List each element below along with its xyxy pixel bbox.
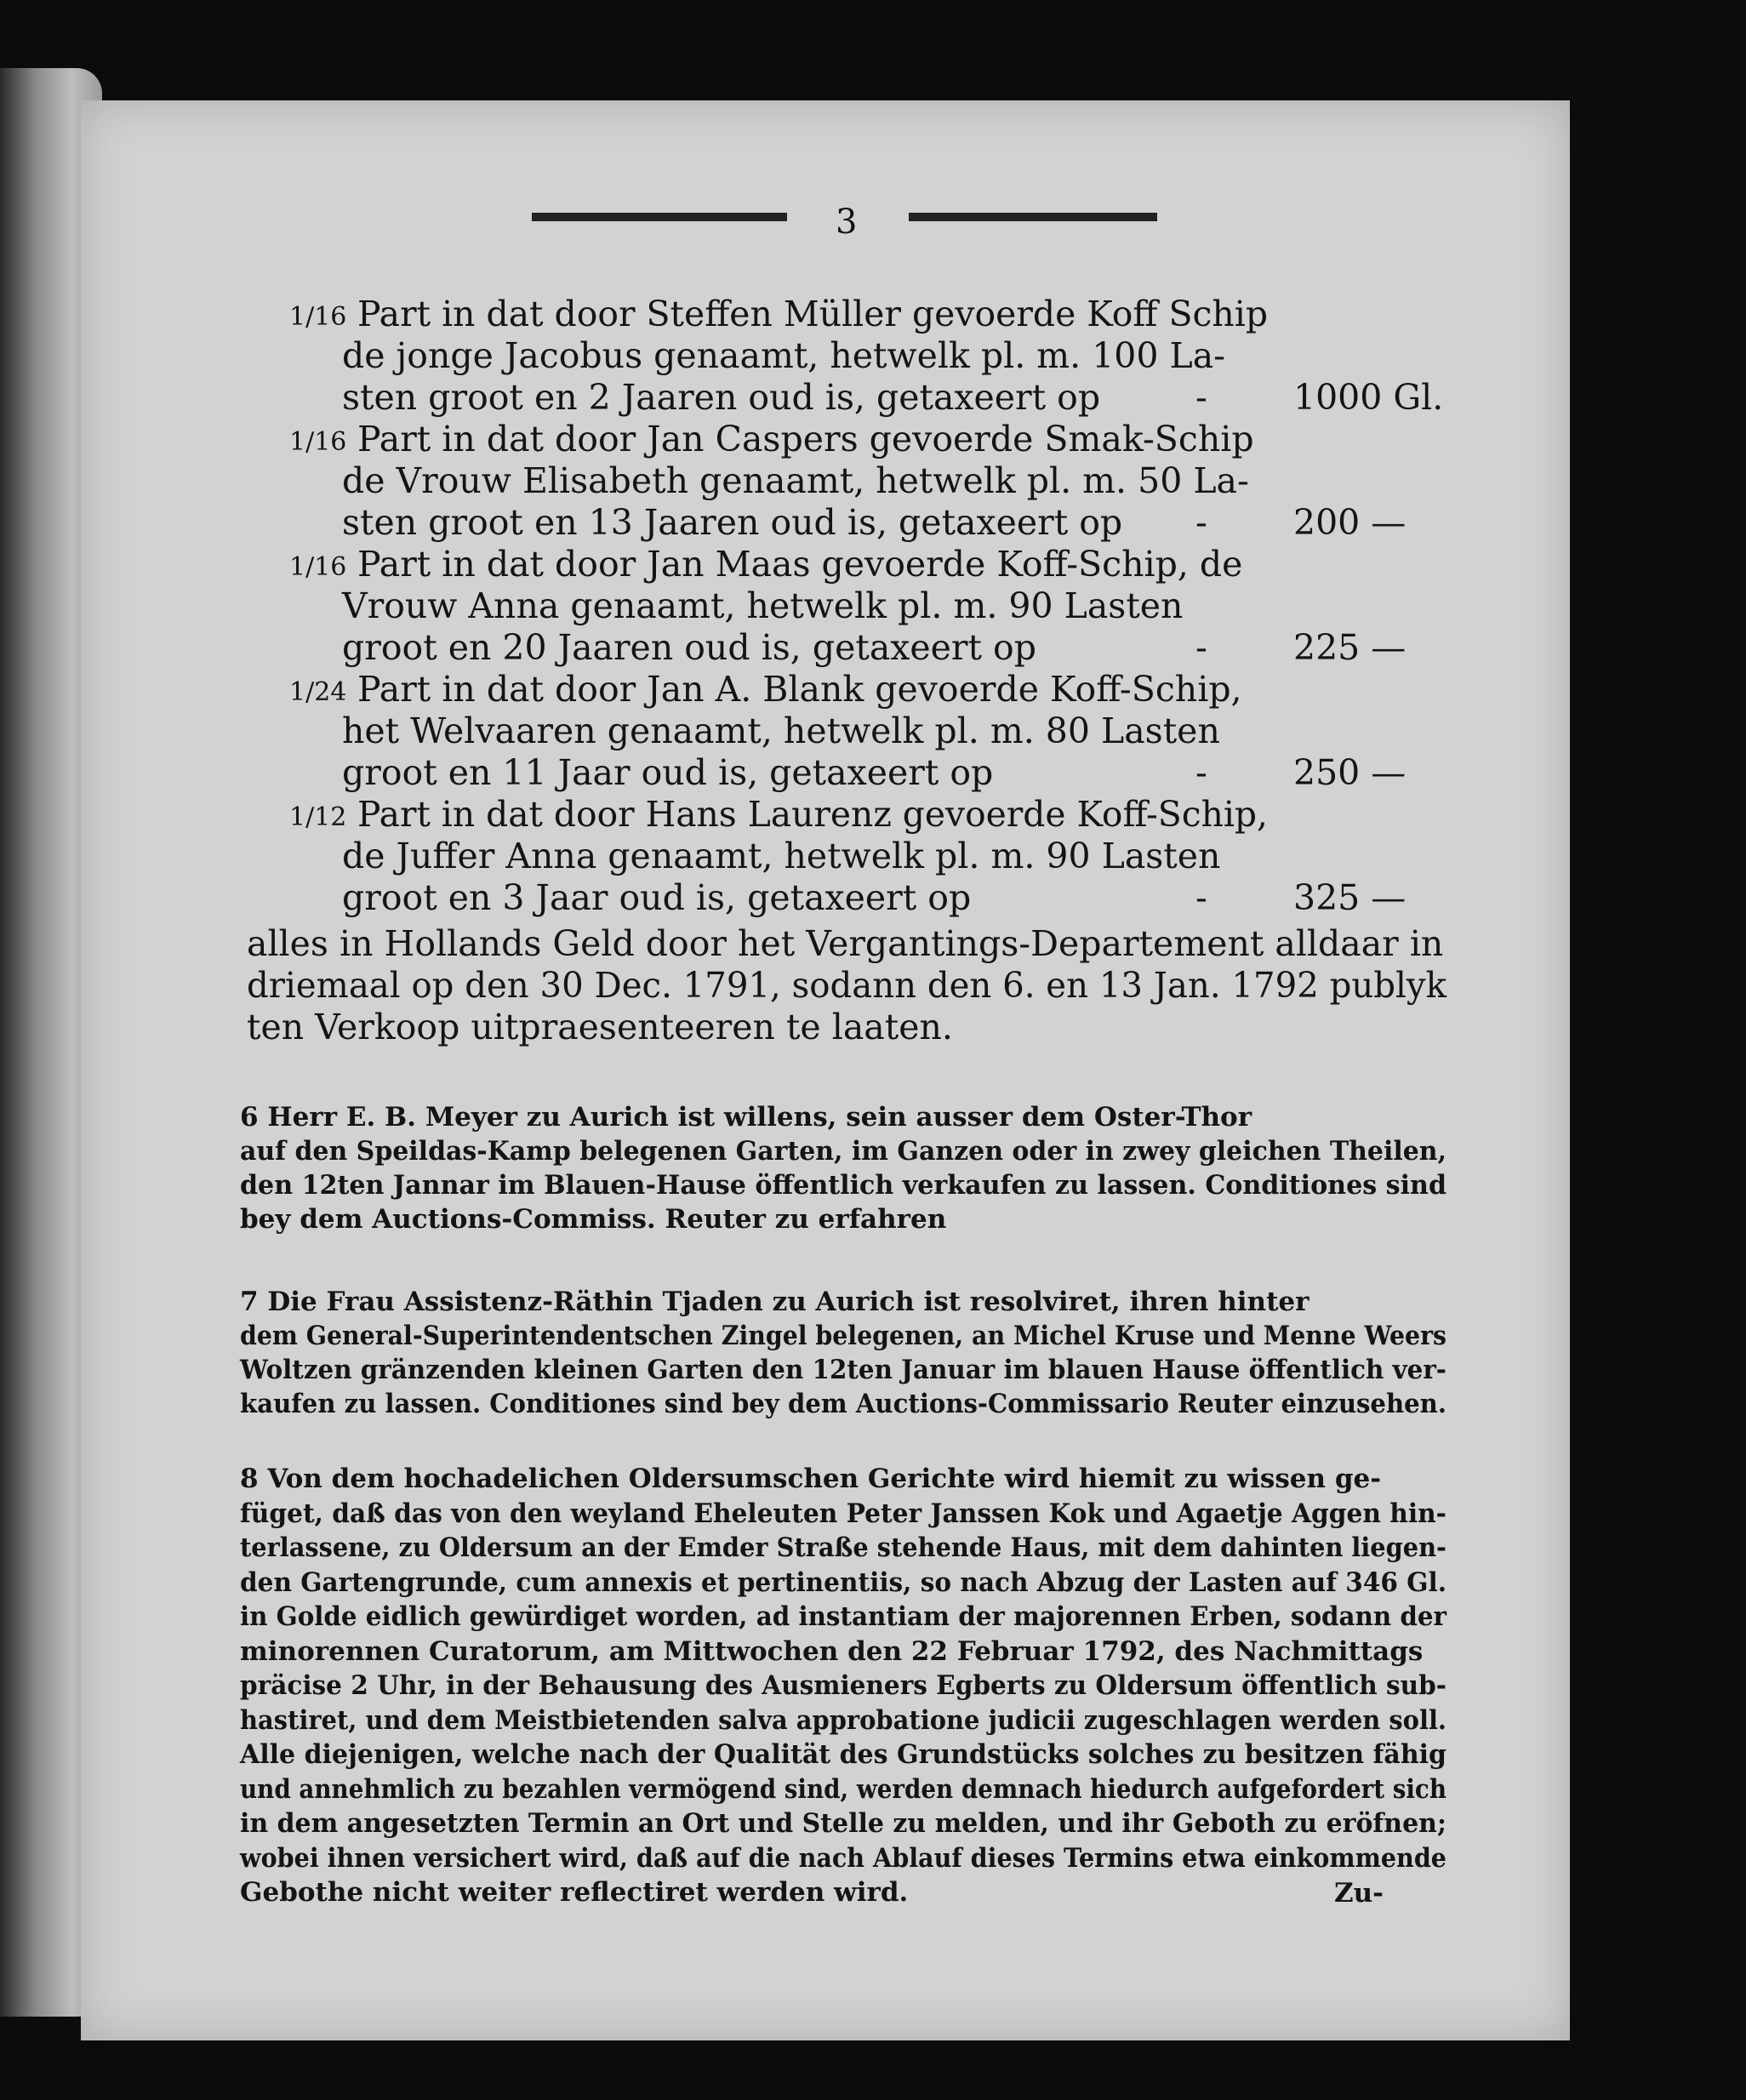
ship-entry-line: Part in dat door Jan Maas gevoerde Koff-Schip, de xyxy=(357,544,1243,585)
bleed-through-text xyxy=(1544,390,1625,2006)
closing-line: ten Verkoop uitpraesenteeren te laaten. xyxy=(247,1007,953,1047)
notice-8-line: in dem angesetzten Termin an Ort und Stelle zu melden, und ihr Geboth zu eröfnen; xyxy=(240,1808,1446,1839)
header-rule-left xyxy=(532,213,787,221)
notice-7-line: dem General-Superintendentschen Zingel belegenen, an Michel Kruse und Menne Weers xyxy=(240,1321,1446,1351)
ship-entry-line: sten groot en 13 Jaaren oud is, getaxeert op xyxy=(342,502,1123,543)
dash-leader: - xyxy=(1195,752,1207,793)
ship-entry-line: het Welvaaren genaamt, hetwelk pl. m. 80 Lasten xyxy=(342,710,1220,751)
valuation-amount: 200 — xyxy=(1293,502,1406,543)
ship-entry-line: de jonge Jacobus genaamt, hetwelk pl. m. 100 La- xyxy=(342,335,1226,376)
share-fraction: 1/16 xyxy=(289,427,347,457)
notice-8-line: wobei ihnen versichert wird, daß auf die nach Ablauf dieses Termins etwa einkommende xyxy=(240,1842,1446,1874)
notice-8-line: minorennen Curatorum, am Mittwochen den 22 Februar 1792, des Nachmittags xyxy=(240,1635,1424,1667)
notice-8-line: hastiret, und dem Meistbietenden salva approbatione judicii zugeschlagen werden soll. xyxy=(240,1704,1446,1736)
notice-8-line: füget, daß das von den weyland Eheleuten Peter Janssen Kok und Agaetje Aggen hin- xyxy=(240,1498,1446,1529)
ship-entry-line: Part in dat door Hans Laurenz gevoerde Koff-Schip, xyxy=(357,794,1268,835)
ship-entry-line: de Juffer Anna genaamt, hetwelk pl. m. 90 Lasten xyxy=(342,836,1221,876)
valuation-amount: 325 — xyxy=(1293,877,1406,918)
ship-entry-line: groot en 11 Jaar oud is, getaxeert op xyxy=(342,752,994,793)
catchword: Zu- xyxy=(1334,1878,1384,1909)
dash-leader: - xyxy=(1195,377,1207,418)
dash-leader: - xyxy=(1195,627,1207,668)
ship-entry-line: Part in dat door Steffen Müller gevoerde Koff Schip xyxy=(357,294,1268,334)
notice-8-line: terlassene, zu Oldersum an der Emder Straße stehende Haus, mit dem dahinten liegen- xyxy=(240,1532,1446,1563)
ship-entry-line: groot en 3 Jaar oud is, getaxeert op xyxy=(342,877,972,918)
ship-entry-line: Part in dat door Jan Caspers gevoerde Smak-Schip xyxy=(357,419,1254,459)
notice-6-line: den 12ten Jannar im Blauen-Hause öffentlich verkaufen zu lassen. Conditiones sind xyxy=(240,1170,1446,1201)
page-number: 3 xyxy=(836,203,858,242)
ship-entry-line: sten groot en 2 Jaaren oud is, getaxeert op xyxy=(342,377,1101,418)
share-fraction: 1/24 xyxy=(289,677,347,707)
notice-8-line: in Golde eidlich gewürdiget worden, ad instantiam der majorennen Erben, sodann der xyxy=(240,1601,1446,1632)
notice-8-line: und annehmlich zu bezahlen vermögend sind, werden demnach hiedurch aufgefordert sich xyxy=(240,1773,1446,1805)
notice-7-line: kaufen zu lassen. Conditiones sind bey dem Auctions-Commissario Reuter einzusehen. xyxy=(240,1389,1446,1419)
ship-entry-line: Vrouw Anna genaamt, hetwelk pl. m. 90 Lasten xyxy=(342,585,1184,626)
share-fraction: 1/16 xyxy=(289,302,347,332)
valuation-amount: 225 — xyxy=(1293,627,1406,668)
valuation-amount: 1000 Gl. xyxy=(1293,377,1444,418)
notice-7-line: 7 Die Frau Assistenz-Räthin Tjaden zu Aurich ist resolviret, ihren hinter xyxy=(240,1287,1310,1317)
notice-7-line: Woltzen gränzenden kleinen Garten den 12ten Januar im blauen Hause öffentlich ver- xyxy=(240,1355,1446,1385)
notice-8-line: den Gartengrunde, cum annexis et pertinentiis, so nach Abzug der Lasten auf 346 Gl. xyxy=(240,1566,1446,1598)
header-rule-right xyxy=(909,213,1157,221)
notice-6-line: bey dem Auctions-Commiss. Reuter zu erfahren xyxy=(240,1204,947,1235)
notice-8-line: Gebothe nicht weiter reflectiret werden wird. xyxy=(240,1877,909,1908)
share-fraction: 1/16 xyxy=(289,552,347,582)
closing-line: alles in Hollands Geld door het Vergantings-Departement alldaar in xyxy=(247,923,1444,964)
dash-leader: - xyxy=(1195,877,1207,918)
notice-8-line: präcise 2 Uhr, in der Behausung des Ausmieners Egberts zu Oldersum öffentlich sub- xyxy=(240,1670,1446,1701)
notice-6-line: auf den Speildas-Kamp belegenen Garten, im Ganzen oder in zwey gleichen Theilen, xyxy=(240,1136,1446,1167)
closing-line: driemaal op den 30 Dec. 1791, sodann den 6. en 13 Jan. 1792 publyk xyxy=(247,965,1446,1006)
notice-8-line: 8 Von dem hochadelichen Oldersumschen Gerichte wird hiemit zu wissen ge- xyxy=(240,1464,1382,1494)
share-fraction: 1/12 xyxy=(289,802,347,832)
valuation-amount: 250 — xyxy=(1293,752,1406,793)
ship-entry-line: de Vrouw Elisabeth genaamt, hetwelk pl. m. 50 La- xyxy=(342,460,1249,501)
notice-8-line: Alle diejenigen, welche nach der Qualität des Grundstücks solches zu besitzen fähig xyxy=(240,1739,1446,1770)
ship-entry-line: groot en 20 Jaaren oud is, getaxeert op xyxy=(342,627,1036,668)
ship-entry-line: Part in dat door Jan A. Blank gevoerde Koff-Schip, xyxy=(357,669,1242,710)
notice-6-line: 6 Herr E. B. Meyer zu Aurich ist willens, sein ausser dem Oster-Thor xyxy=(240,1102,1252,1133)
dash-leader: - xyxy=(1195,502,1207,543)
